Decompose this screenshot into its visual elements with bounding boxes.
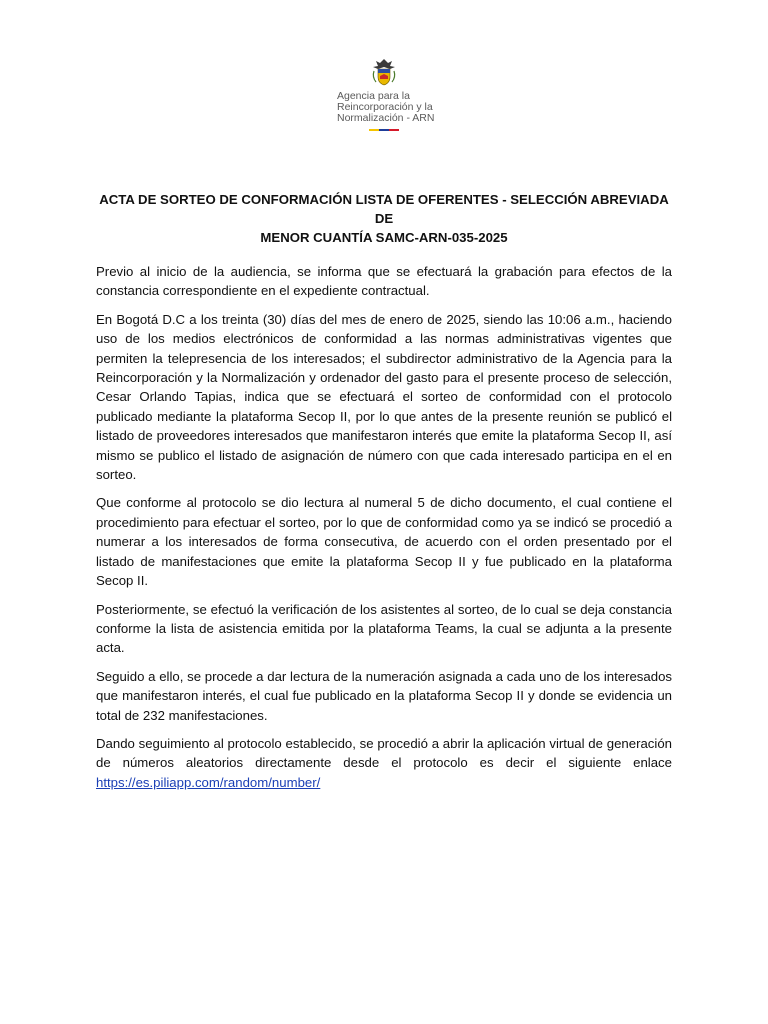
colombia-coat-of-arms-icon [369, 57, 399, 87]
paragraph-numbering: Seguido a ello, se procede a dar lectura de la numeración asignada a cada uno de los interesados que manifestaron interés, el cual fue publicado en la plataforma Secop II y donde se evidencia un total de 232 manifestaciones. [96, 668, 672, 723]
document-body [96, 262, 672, 801]
logo-line-3: Normalización - ARN [337, 112, 435, 124]
flag-stripe [369, 129, 399, 131]
flag-blue [379, 129, 389, 131]
title-line-1: ACTA DE SORTEO DE CONFORMACIÓN LISTA DE OFERENTES - SELECCIÓN ABREVIADA DE [99, 192, 669, 226]
flag-yellow [369, 129, 379, 131]
paragraph-bogota: En Bogotá D.C a los treinta (30) días del mes de enero de 2025, siendo las 10:06 a.m., haciendo uso de los medios electrónicos de conformidad a las normas administrativas vigentes que permiten la telepresencia de los interesados; el subdirector administrativo de la Agencia para la Reincorporación y la Normalización y ordenador del gasto para el presente proceso de selección, Cesar Orlando Tapias, indica que se efectuará el sorteo de conformidad con el protocolo publicado mediante la plataforma Secop II, por lo que antes de la presente reunión se publicó el listado de proveedores interesados que manifestaron interés que emite la plataforma Secop II, así mismo se publico el listado de asignación de número con que cada interesado participa en el en sorteo. [96, 311, 672, 483]
paragraph-random-app-text: Dando seguimiento al protocolo establecido, se procedió a abrir la aplicación virtual de generación de números aleatorios directamente desde el protocolo es decir el siguiente enlace [96, 735, 672, 771]
logo-text [319, 91, 449, 124]
flag-red [389, 129, 399, 131]
paragraph-random-app [96, 734, 672, 792]
paragraph-intro: Previo al inicio de la audiencia, se informa que se efectuará la grabación para efectos de la constancia correspondiente en el expediente contractual. [96, 264, 672, 299]
logo-line-2: Reincorporación y la [337, 101, 433, 113]
paragraph-protocol: Que conforme al protocolo se dio lectura al numeral 5 de dicho documento, el cual contiene el procedimiento para efectuar el sorteo, por lo que de conformidad como ya se indicó se procedió a numerar a los interesados de forma consecutiva, de acuerdo con el orden presentado por el listado de manifestaciones que emite la plataforma Secop II y fue publicado en la plataforma Secop II. [96, 495, 672, 589]
logo-line-1: Agencia para la [337, 90, 410, 102]
title-line-2: MENOR CUANTÍA SAMC-ARN-035-2025 [260, 230, 508, 245]
document-title [96, 190, 672, 247]
paragraph-attendance: Posteriormente, se efectuó la verificación de los asistentes al sorteo, de lo cual se deja constancia conforme la lista de asistencia emitida por la plataforma Teams, la cual se adjunta a la presente acta. [96, 601, 672, 656]
random-number-link[interactable]: https://es.piliapp.com/random/number/ [96, 774, 321, 790]
arn-logo [0, 57, 768, 131]
